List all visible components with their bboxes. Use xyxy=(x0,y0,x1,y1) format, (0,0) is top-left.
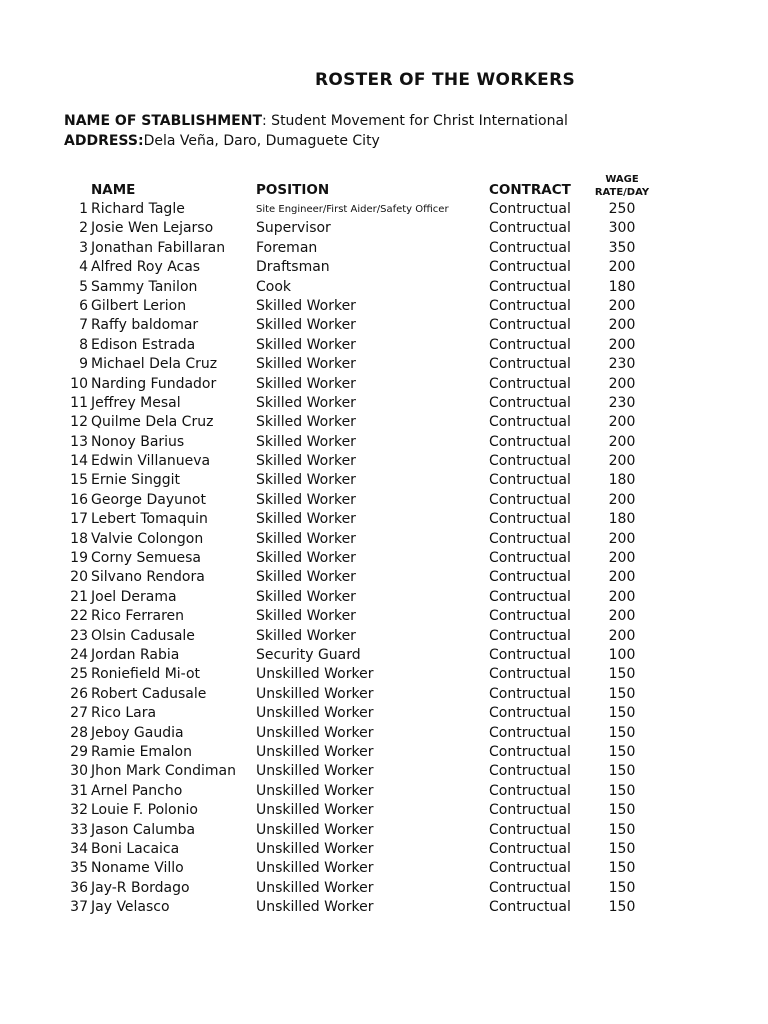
worker-contract: Contructual xyxy=(489,569,571,586)
worker-contract: Contructual xyxy=(489,840,571,857)
worker-wage: 150 xyxy=(608,666,636,683)
worker-name: Ernie Singgit xyxy=(91,472,180,489)
worker-name: Nonoy Barius xyxy=(91,433,185,450)
worker-contract: Contructual xyxy=(489,879,571,896)
worker-position: Unskilled Worker xyxy=(256,666,374,683)
worker-contract: Contructual xyxy=(489,705,571,722)
worker-wage: 150 xyxy=(608,724,636,741)
table-row xyxy=(0,685,768,704)
worker-position: Unskilled Worker xyxy=(256,840,374,857)
worker-name: Olsin Cadusale xyxy=(91,627,195,644)
row-number: 27 xyxy=(70,705,88,722)
table-row xyxy=(0,278,768,297)
row-number: 20 xyxy=(70,569,88,586)
worker-contract: Contructual xyxy=(489,685,571,702)
worker-name: Gilbert Lerion xyxy=(91,297,187,314)
header-name: NAME xyxy=(91,182,136,198)
worker-name: Richard Tagle xyxy=(91,201,185,217)
worker-contract: Contructual xyxy=(489,646,571,663)
worker-name: Jeffrey Mesal xyxy=(91,394,181,411)
table-row xyxy=(0,665,768,684)
worker-wage: 200 xyxy=(608,317,636,334)
row-number: 37 xyxy=(70,899,88,916)
table-row xyxy=(0,491,768,510)
worker-wage: 300 xyxy=(608,220,636,237)
row-number: 31 xyxy=(70,782,88,799)
worker-contract: Contructual xyxy=(489,201,571,217)
header-wage-line1: WAGE xyxy=(605,174,639,185)
worker-position: Skilled Worker xyxy=(256,550,356,567)
page-title: ROSTER OF THE WORKERS xyxy=(314,70,576,90)
row-number: 28 xyxy=(70,724,88,741)
header-position: POSITION xyxy=(256,182,330,198)
worker-contract: Contructual xyxy=(489,433,571,450)
worker-contract: Contructual xyxy=(489,453,571,470)
worker-name: Lebert Tomaquin xyxy=(91,511,208,528)
row-number: 1 xyxy=(79,201,88,217)
worker-contract: Contructual xyxy=(489,375,571,392)
worker-wage: 230 xyxy=(608,394,636,411)
worker-name: Arnel Pancho xyxy=(91,782,183,799)
worker-contract: Contructual xyxy=(489,414,571,431)
worker-name: Louie F. Polonio xyxy=(91,802,198,819)
worker-name: Raffy baldomar xyxy=(91,317,199,334)
table-row xyxy=(0,316,768,335)
worker-name: Ramie Emalon xyxy=(91,743,192,760)
row-number: 18 xyxy=(70,530,88,547)
worker-position: Skilled Worker xyxy=(256,511,356,528)
worker-position: Skilled Worker xyxy=(256,453,356,470)
worker-position: Unskilled Worker xyxy=(256,724,374,741)
worker-contract: Contructual xyxy=(489,220,571,237)
worker-wage: 200 xyxy=(608,588,636,605)
worker-wage: 200 xyxy=(608,608,636,625)
worker-contract: Contructual xyxy=(489,724,571,741)
worker-contract: Contructual xyxy=(489,821,571,838)
worker-name: Jason Calumba xyxy=(91,821,196,838)
worker-wage: 180 xyxy=(608,278,636,295)
table-row xyxy=(0,530,768,549)
worker-name: Valvie Colongon xyxy=(91,530,204,547)
table-row xyxy=(0,704,768,723)
worker-position: Skilled Worker xyxy=(256,491,356,508)
worker-wage: 200 xyxy=(608,453,636,470)
worker-position: Skilled Worker xyxy=(256,569,356,586)
table-row xyxy=(0,724,768,743)
worker-contract: Contructual xyxy=(489,278,571,295)
address-line xyxy=(64,133,380,149)
worker-contract: Contructual xyxy=(489,763,571,780)
worker-position: Unskilled Worker xyxy=(256,685,374,702)
worker-wage: 150 xyxy=(608,840,636,857)
worker-position: Skilled Worker xyxy=(256,394,356,411)
worker-contract: Contructual xyxy=(489,491,571,508)
worker-name: Jay Velasco xyxy=(91,899,170,916)
worker-contract: Contructual xyxy=(489,782,571,799)
worker-wage: 150 xyxy=(608,899,636,916)
row-number: 32 xyxy=(70,802,88,819)
worker-wage: 200 xyxy=(608,336,636,353)
worker-contract: Contructual xyxy=(489,530,571,547)
row-number: 4 xyxy=(79,259,88,276)
table-row xyxy=(0,607,768,626)
worker-name: Roniefield Mi-ot xyxy=(91,666,201,683)
row-number: 10 xyxy=(70,375,88,392)
worker-contract: Contructual xyxy=(489,627,571,644)
worker-position: Skilled Worker xyxy=(256,297,356,314)
worker-contract: Contructual xyxy=(489,899,571,916)
row-number: 5 xyxy=(79,278,88,295)
table-row xyxy=(0,762,768,781)
worker-wage: 200 xyxy=(608,414,636,431)
table-row xyxy=(0,258,768,277)
worker-position: Unskilled Worker xyxy=(256,763,374,780)
row-number: 19 xyxy=(70,550,88,567)
worker-name: Rico Ferraren xyxy=(91,608,185,625)
table-row xyxy=(0,646,768,665)
worker-contract: Contructual xyxy=(489,239,571,256)
row-number: 16 xyxy=(70,491,88,508)
worker-name: Edwin Villanueva xyxy=(91,453,211,470)
worker-contract: Contructual xyxy=(489,666,571,683)
worker-name: Jhon Mark Condiman xyxy=(91,763,236,780)
table-row xyxy=(0,336,768,355)
worker-contract: Contructual xyxy=(489,550,571,567)
worker-position: Security Guard xyxy=(256,646,361,663)
worker-name: Noname Villo xyxy=(91,860,184,877)
row-number: 21 xyxy=(70,588,88,605)
worker-wage: 200 xyxy=(608,530,636,547)
worker-wage: 150 xyxy=(608,879,636,896)
worker-position: Unskilled Worker xyxy=(256,802,374,819)
row-number: 6 xyxy=(79,297,88,314)
row-number: 14 xyxy=(70,453,88,470)
worker-name: Silvano Rendora xyxy=(91,569,205,586)
header-wage xyxy=(592,173,652,199)
worker-wage: 100 xyxy=(608,646,636,663)
row-number: 3 xyxy=(79,239,88,256)
row-number: 26 xyxy=(70,685,88,702)
worker-position: Skilled Worker xyxy=(256,336,356,353)
table-row xyxy=(0,297,768,316)
worker-name: Robert Cadusale xyxy=(91,685,207,702)
worker-wage: 250 xyxy=(608,201,636,217)
table-row xyxy=(0,433,768,452)
table-row xyxy=(0,898,768,917)
row-number: 25 xyxy=(70,666,88,683)
row-number: 30 xyxy=(70,763,88,780)
worker-contract: Contructual xyxy=(489,356,571,373)
worker-position: Skilled Worker xyxy=(256,472,356,489)
row-number: 7 xyxy=(79,317,88,334)
table-row xyxy=(0,375,768,394)
worker-position: Skilled Worker xyxy=(256,608,356,625)
table-row xyxy=(0,549,768,568)
worker-position: Skilled Worker xyxy=(256,317,356,334)
worker-name: Jordan Rabia xyxy=(91,646,180,663)
table-row xyxy=(0,568,768,587)
worker-contract: Contructual xyxy=(489,259,571,276)
worker-name: Michael Dela Cruz xyxy=(91,356,218,373)
worker-contract: Contructual xyxy=(489,317,571,334)
worker-position: Skilled Worker xyxy=(256,433,356,450)
worker-position: Supervisor xyxy=(256,220,331,237)
worker-position: Unskilled Worker xyxy=(256,899,374,916)
worker-wage: 200 xyxy=(608,569,636,586)
address-label: ADDRESS: xyxy=(64,133,144,149)
table-row xyxy=(0,471,768,490)
worker-name: Jonathan Fabillaran xyxy=(91,239,226,256)
establishment-label: NAME OF STABLISHMENT xyxy=(64,113,263,129)
table-row xyxy=(0,588,768,607)
worker-position: Skilled Worker xyxy=(256,530,356,547)
worker-name: Boni Lacaica xyxy=(91,840,180,857)
table-row xyxy=(0,627,768,646)
worker-contract: Contructual xyxy=(489,743,571,760)
worker-name: Jay-R Bordago xyxy=(91,879,190,896)
table-row xyxy=(0,801,768,820)
row-number: 13 xyxy=(70,433,88,450)
worker-name: Joel Derama xyxy=(91,588,177,605)
table-row xyxy=(0,452,768,471)
worker-table xyxy=(0,200,768,917)
worker-name: Narding Fundador xyxy=(91,375,217,392)
worker-wage: 200 xyxy=(608,491,636,508)
worker-wage: 200 xyxy=(608,297,636,314)
row-number: 29 xyxy=(70,743,88,760)
worker-position: Skilled Worker xyxy=(256,375,356,392)
worker-wage: 150 xyxy=(608,860,636,877)
worker-name: Sammy Tanilon xyxy=(91,278,198,295)
row-number: 35 xyxy=(70,860,88,877)
worker-wage: 200 xyxy=(608,375,636,392)
table-row xyxy=(0,200,768,219)
worker-position: Skilled Worker xyxy=(256,627,356,644)
worker-wage: 200 xyxy=(608,550,636,567)
worker-wage: 150 xyxy=(608,685,636,702)
worker-name: Rico Lara xyxy=(91,705,157,722)
worker-position: Unskilled Worker xyxy=(256,743,374,760)
worker-contract: Contructual xyxy=(489,860,571,877)
worker-contract: Contructual xyxy=(489,297,571,314)
table-row xyxy=(0,859,768,878)
worker-wage: 150 xyxy=(608,821,636,838)
worker-position: Skilled Worker xyxy=(256,414,356,431)
worker-contract: Contructual xyxy=(489,608,571,625)
worker-wage: 200 xyxy=(608,627,636,644)
table-row xyxy=(0,743,768,762)
row-number: 22 xyxy=(70,608,88,625)
table-row xyxy=(0,355,768,374)
table-row xyxy=(0,879,768,898)
worker-wage: 150 xyxy=(608,705,636,722)
header-wage-line2: RATE/DAY xyxy=(594,187,650,198)
worker-wage: 150 xyxy=(608,763,636,780)
worker-name: George Dayunot xyxy=(91,491,206,508)
worker-contract: Contructual xyxy=(489,802,571,819)
worker-position: Skilled Worker xyxy=(256,356,356,373)
table-row xyxy=(0,510,768,529)
row-number: 8 xyxy=(79,336,88,353)
table-row xyxy=(0,394,768,413)
row-number: 34 xyxy=(70,840,88,857)
table-row xyxy=(0,219,768,238)
worker-name: Corny Semuesa xyxy=(91,550,201,567)
worker-contract: Contructual xyxy=(489,472,571,489)
table-row xyxy=(0,821,768,840)
worker-wage: 150 xyxy=(608,743,636,760)
worker-position: Skilled Worker xyxy=(256,588,356,605)
row-number: 24 xyxy=(70,646,88,663)
address-value: Dela Veña, Daro, Dumaguete City xyxy=(143,133,380,149)
worker-position: Cook xyxy=(256,278,292,295)
table-row xyxy=(0,782,768,801)
worker-wage: 150 xyxy=(608,802,636,819)
worker-position: Draftsman xyxy=(256,259,330,276)
worker-name: Quilme Dela Cruz xyxy=(91,414,214,431)
establishment-line xyxy=(64,113,568,129)
table-row xyxy=(0,413,768,432)
worker-wage: 180 xyxy=(608,511,636,528)
worker-name: Alfred Roy Acas xyxy=(91,259,201,276)
worker-position: Unskilled Worker xyxy=(256,705,374,722)
worker-position: Foreman xyxy=(256,239,318,256)
worker-position: Unskilled Worker xyxy=(256,879,374,896)
worker-wage: 350 xyxy=(608,239,636,256)
worker-contract: Contructual xyxy=(489,588,571,605)
worker-wage: 200 xyxy=(608,433,636,450)
worker-wage: 200 xyxy=(608,259,636,276)
row-number: 2 xyxy=(79,220,88,237)
row-number: 12 xyxy=(70,414,88,431)
row-number: 33 xyxy=(70,821,88,838)
table-row xyxy=(0,239,768,258)
worker-position: Unskilled Worker xyxy=(256,782,374,799)
worker-name: Jeboy Gaudia xyxy=(91,724,184,741)
row-number: 11 xyxy=(70,394,88,411)
worker-position: Site Engineer/First Aider/Safety Officer xyxy=(256,204,449,215)
row-number: 9 xyxy=(79,356,88,373)
worker-contract: Contructual xyxy=(489,336,571,353)
worker-position: Unskilled Worker xyxy=(256,821,374,838)
table-row xyxy=(0,840,768,859)
row-number: 17 xyxy=(70,511,88,528)
row-number: 36 xyxy=(70,879,88,896)
worker-wage: 150 xyxy=(608,782,636,799)
worker-contract: Contructual xyxy=(489,394,571,411)
worker-wage: 230 xyxy=(608,356,636,373)
establishment-value: : Student Movement for Christ International xyxy=(262,113,568,129)
worker-position: Unskilled Worker xyxy=(256,860,374,877)
worker-name: Edison Estrada xyxy=(91,336,196,353)
worker-contract: Contructual xyxy=(489,511,571,528)
row-number: 15 xyxy=(70,472,88,489)
header-contract: CONTRACT xyxy=(489,182,571,198)
worker-name: Josie Wen Lejarso xyxy=(91,220,214,237)
row-number: 23 xyxy=(70,627,88,644)
worker-wage: 180 xyxy=(608,472,636,489)
